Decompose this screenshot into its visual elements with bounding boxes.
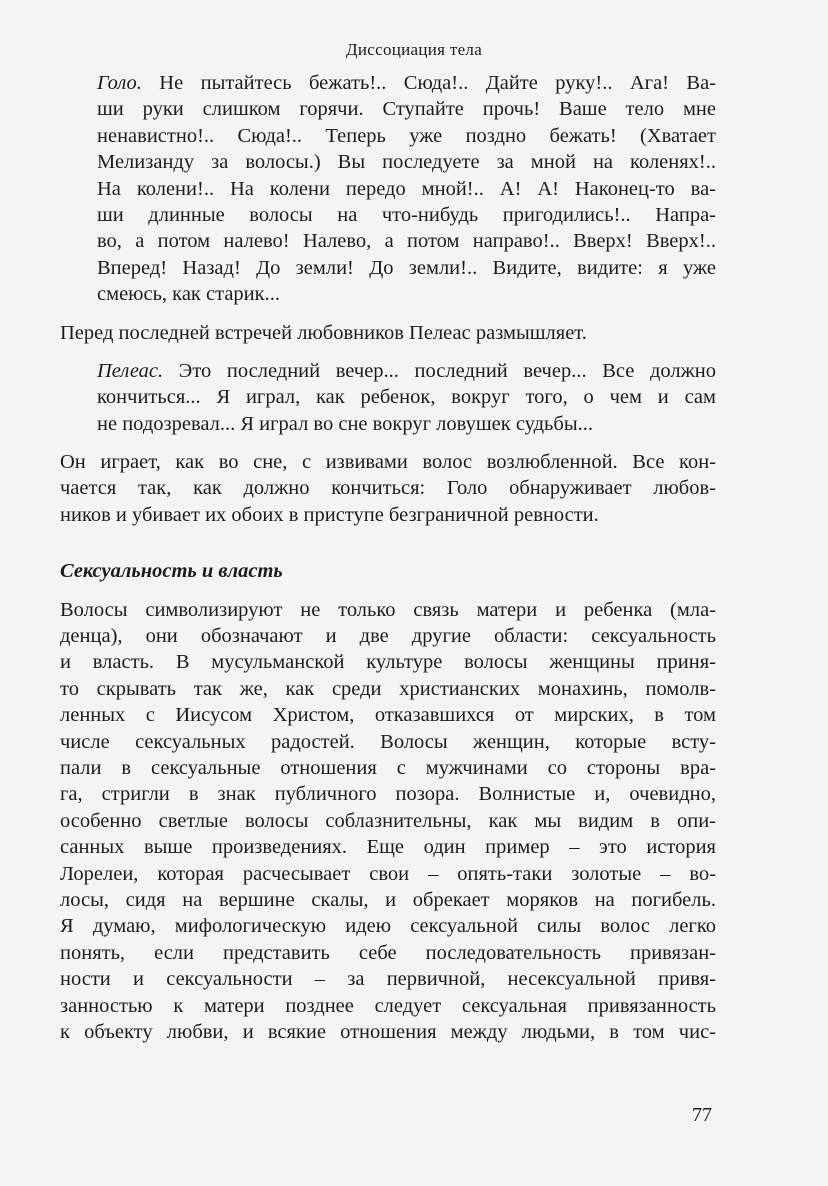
quote-line: ши руки слишком горячи. Ступайте прочь! Ваше тело мне	[97, 98, 716, 121]
speaker-name: Пелеас.	[97, 359, 164, 382]
paragraph-line: ности и сексуальности – за первичной, несексуальной привя-	[60, 968, 716, 991]
quote-line: ши длинные волосы на что-нибудь пригодились!.. Напра-	[97, 203, 716, 226]
quote-line: кончиться... Я играл, как ребенок, вокруг того, о чем и сам	[97, 386, 716, 409]
quote-line: Вперед! Назад! До земли! До земли!.. Видите, видите: я уже	[97, 256, 716, 279]
paragraph-line: га, стригли в знак публичного позора. Волнистые и, очевидно,	[60, 783, 716, 806]
quote-line: На колени!.. На колени передо мной!.. А! А! Наконец-то ва-	[97, 177, 716, 200]
quote-line: во, а потом налево! Налево, а потом направо!.. Вверх! Вверх!..	[97, 230, 716, 253]
paragraph-line: числе сексуальных радостей. Волосы женщин, которые всту-	[60, 730, 716, 753]
quote-golo	[60, 70, 716, 308]
quote-line	[60, 70, 716, 96]
quote-text: Не пытайтесь бежать!.. Сюда!.. Дайте руку!.. Ага! Ва-	[141, 72, 716, 94]
paragraph-line: понять, если представить себе последовательность привязан-	[60, 941, 716, 964]
paragraph-line: Лорелеи, которая расчесывает свои – опять-таки золотые – во-	[60, 862, 716, 885]
quote-peleas	[60, 358, 716, 437]
paragraph-line: денца), они обозначают и две другие области: сексуальность	[60, 625, 716, 648]
paragraph-line: Он играет, как во сне, с извивами волос возлюбленной. Все кон-	[60, 451, 716, 474]
speaker-name: Голо.	[97, 72, 142, 94]
section-heading: Сексуальность и власть	[60, 560, 283, 583]
paragraph-line: ников и убивает их обоих в приступе безграничной ревности.	[60, 503, 599, 526]
paragraph-line: Волосы символизируют не только связь матери и ребенка (мла-	[60, 598, 716, 621]
quote-line: Мелизанду за волосы.) Вы последуете за мной на коленях!..	[97, 151, 716, 174]
paragraph-line: лосы, сидя на вершине скалы, и обрекает моряков на погибель.	[60, 888, 716, 911]
paragraph-line: то скрывать так же, как среди христианских монахинь, помолв-	[60, 677, 716, 700]
paragraph-line: занностью к матери позднее следует сексуальная привязанность	[60, 994, 716, 1017]
quote-line: смеюсь, как старик...	[97, 283, 280, 306]
paragraph-line: особенно светлые волосы соблазнительны, как мы видим в опи-	[60, 809, 716, 832]
page-body	[60, 70, 716, 1045]
paragraph-line: ленных с Иисусом Христом, отказавшихся от мирских, в том	[60, 704, 716, 727]
running-header: Диссоциация тела	[345, 40, 483, 59]
quote-text: Это последний вечер... последний вечер... Все должно	[163, 359, 716, 382]
paragraph-line: и власть. В мусульманской культуре волосы женщины приня-	[60, 651, 716, 674]
quote-line	[60, 358, 716, 384]
paragraph-line: чается так, как должно кончиться: Голо обнаруживает любов-	[60, 477, 716, 500]
paragraph-line: к объекту любви, и всякие отношения между людьми, в том чис-	[60, 1020, 716, 1043]
paragraph	[60, 597, 716, 1046]
paragraph-line: пали в сексуальные отношения с мужчинами со стороны вра-	[60, 756, 716, 779]
quote-line: не подозревал... Я играл во сне вокруг ловушек судьбы...	[97, 412, 593, 435]
paragraph-line: санных выше произведениях. Еще один пример – это история	[60, 836, 716, 859]
page-number: 77	[692, 1104, 712, 1126]
paragraph-line: Я думаю, мифологическую идею сексуальной силы волос легко	[60, 915, 716, 938]
paragraph-line: Перед последней встречей любовников Пелеас размышляет.	[60, 321, 587, 344]
paragraph	[60, 449, 716, 528]
quote-line: ненавистно!.. Сюда!.. Теперь уже поздно бежать! (Хватает	[97, 124, 716, 147]
